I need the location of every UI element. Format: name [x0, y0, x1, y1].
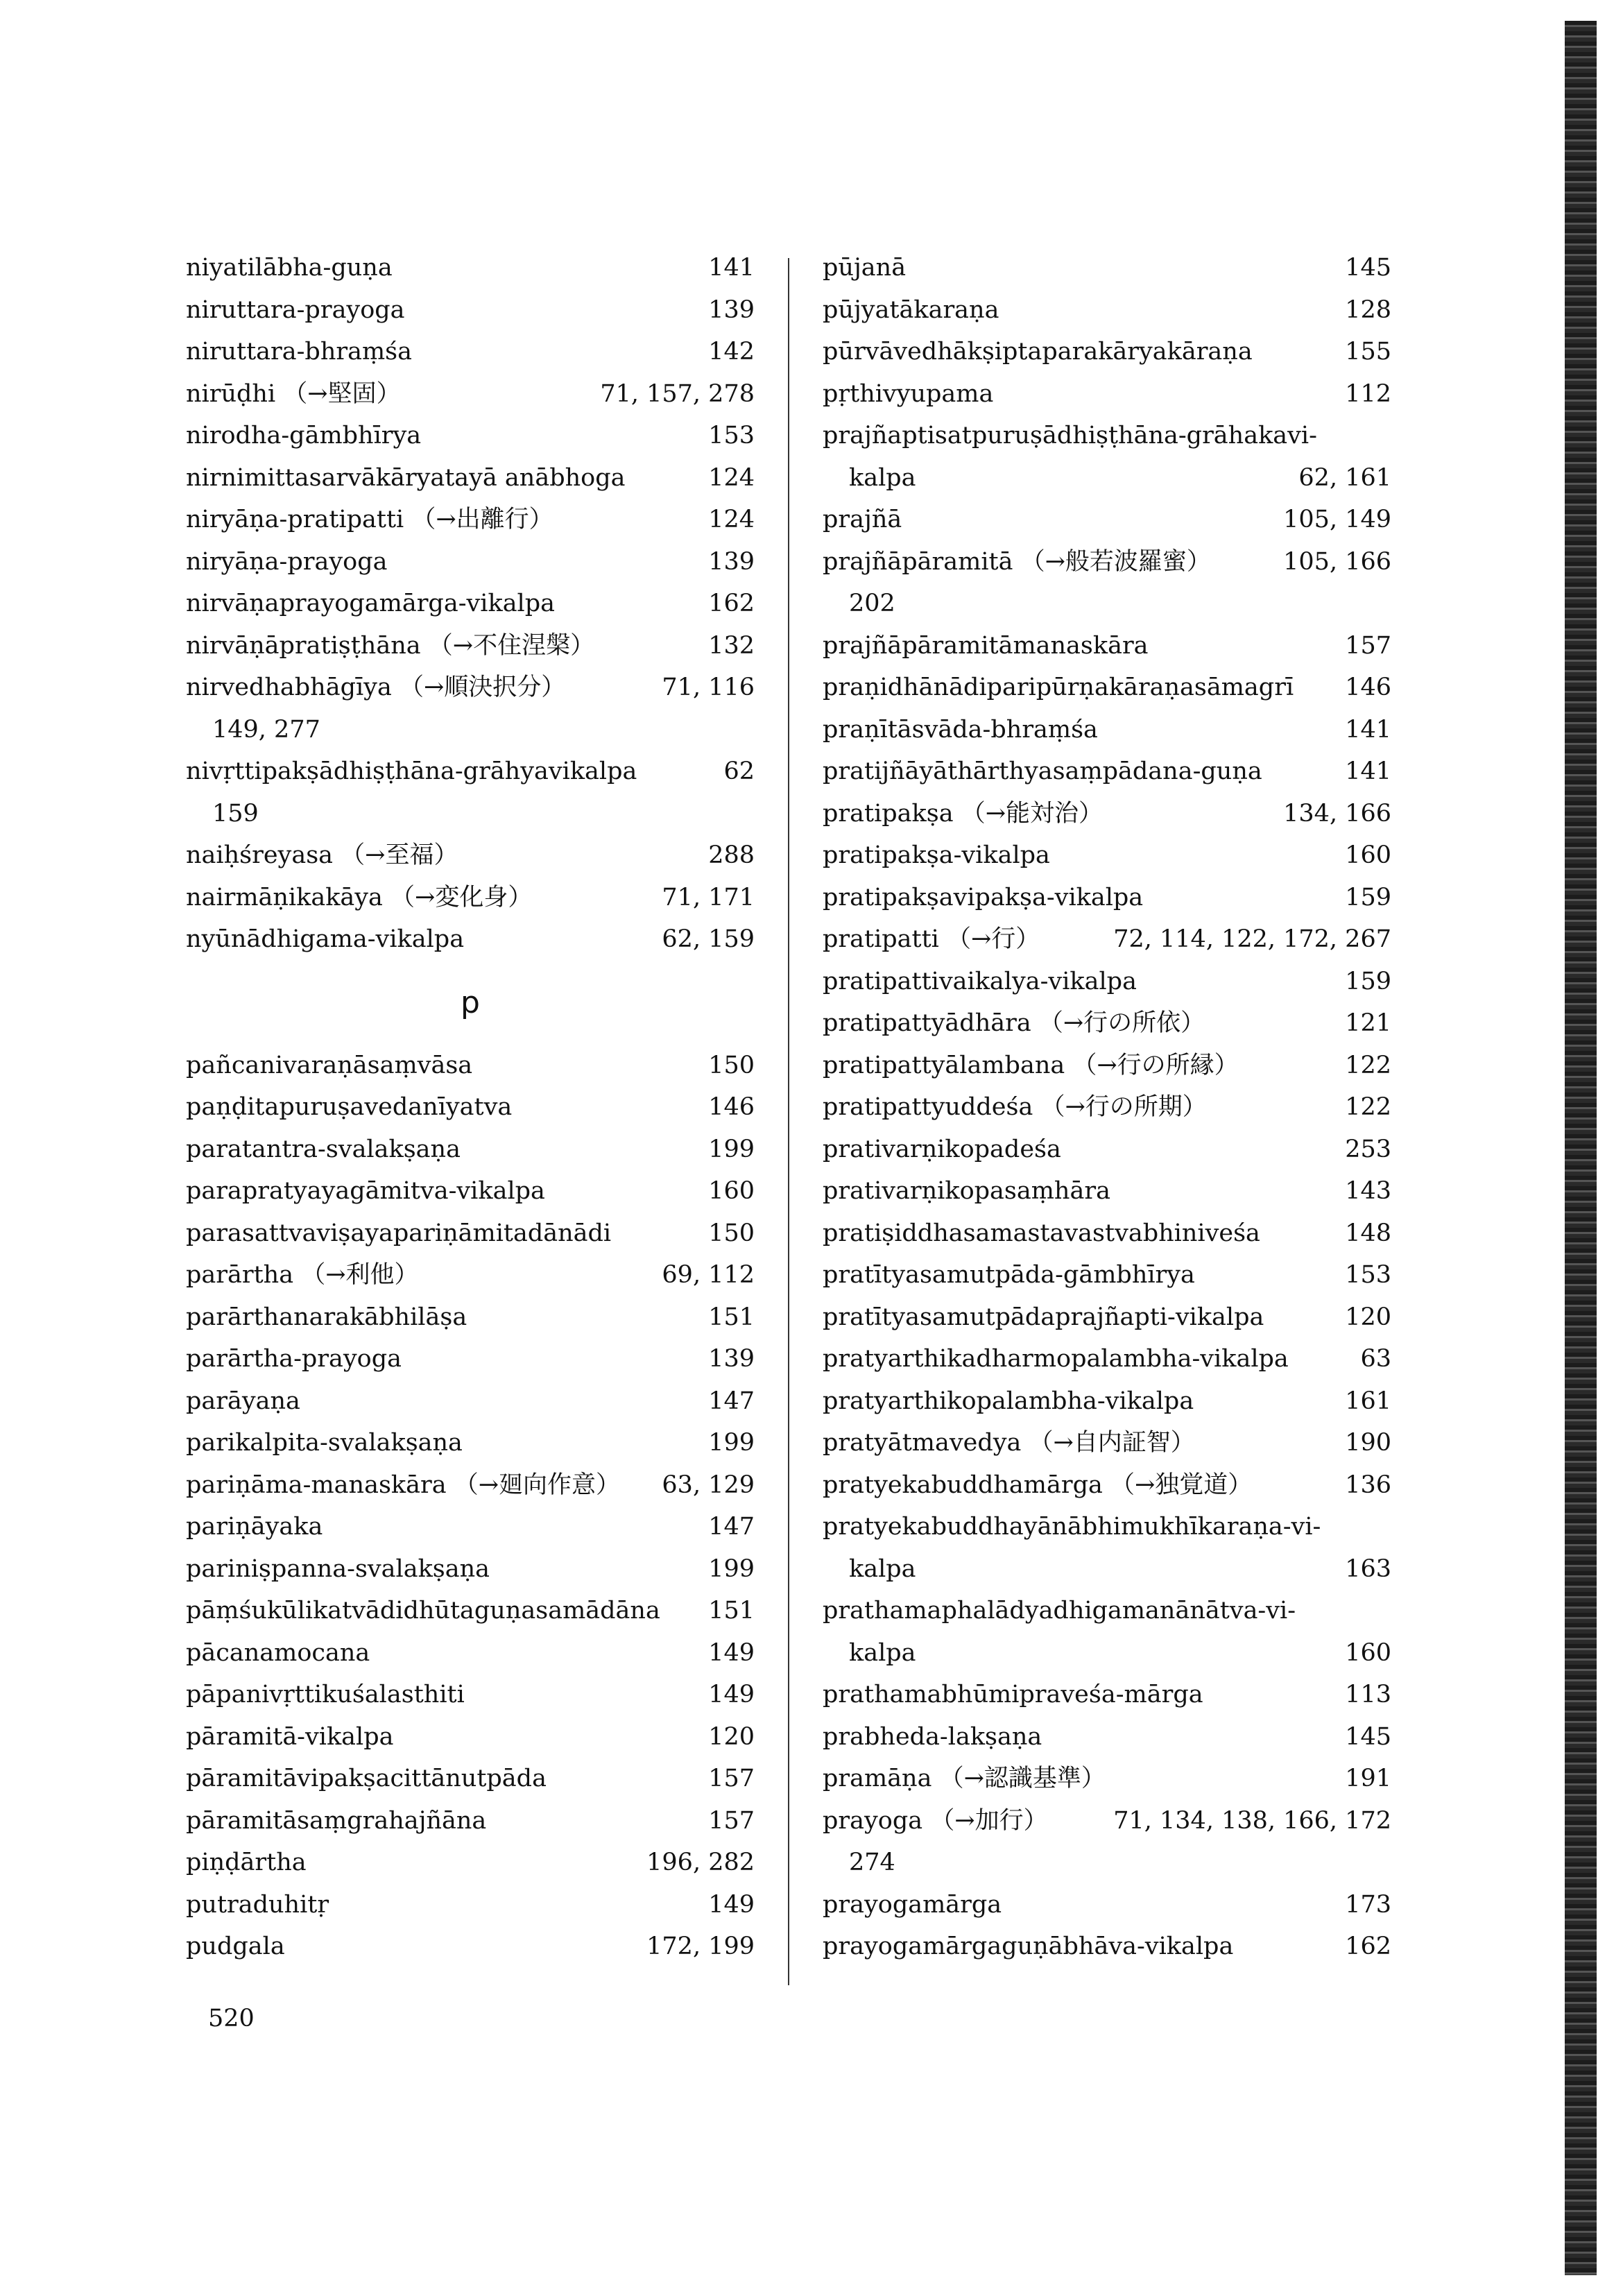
- index-term: parāyaṇa: [186, 1387, 300, 1415]
- index-entry: [823, 1758, 1391, 1800]
- index-page-refs: 120: [708, 1722, 755, 1751]
- index-page-refs: 159: [1345, 883, 1391, 911]
- index-page-refs: 112: [1345, 379, 1391, 408]
- index-entry-continuation: [823, 1632, 1391, 1674]
- index-page-refs: 139: [708, 1345, 755, 1373]
- index-entry: [186, 1590, 755, 1632]
- index-term: putraduhitṛ: [186, 1890, 329, 1919]
- index-term: prajñāpāramitā （→般若波羅蜜）: [823, 547, 1211, 576]
- index-page-refs: 157: [1345, 631, 1391, 660]
- index-term: pratipakṣavipakṣa-vikalpa: [823, 883, 1144, 911]
- index-term: nirvāṇāpratiṣṭhāna （→不住涅槃）: [186, 631, 595, 660]
- index-entry: [186, 751, 755, 793]
- index-page-refs: 151: [708, 1303, 755, 1331]
- index-term: 159: [212, 799, 259, 828]
- index-page-refs: 160: [708, 1177, 755, 1205]
- index-page-refs: 105, 166: [1283, 547, 1391, 576]
- index-entry: [823, 834, 1391, 877]
- index-term: pūjyatākaraṇa: [823, 295, 999, 324]
- index-entry: [823, 415, 1391, 457]
- index-entry: [823, 1129, 1391, 1171]
- index-entry: [186, 1045, 755, 1087]
- index-entry: [186, 1926, 755, 1968]
- index-term: prayogamārga: [823, 1890, 1002, 1919]
- index-entry: [186, 1506, 755, 1548]
- index-term: piṇḍārtha: [186, 1849, 307, 1876]
- index-entry: [186, 1884, 755, 1926]
- index-term: prathamaphalādyadhigamanānātva-vi-: [823, 1597, 1296, 1625]
- page-number: 520: [208, 2005, 255, 2032]
- index-page-refs: 71, 134, 138, 166, 172: [1113, 1806, 1391, 1835]
- index-term: pṛthivyupama: [823, 379, 994, 408]
- index-entry-continuation: [823, 1842, 1391, 1884]
- index-page-refs: 153: [1345, 1261, 1391, 1289]
- index-page-refs: 199: [708, 1135, 755, 1163]
- index-page-refs: 190: [1345, 1429, 1391, 1457]
- index-page-refs: 149: [708, 1638, 755, 1667]
- index-page-refs: 196, 282: [646, 1849, 755, 1876]
- index-term: 202: [849, 590, 895, 617]
- index-term: parārtha （→利他）: [186, 1261, 419, 1289]
- index-page-refs: 153: [708, 422, 755, 449]
- index-page-refs: 147: [708, 1513, 755, 1541]
- index-page-refs: 145: [1345, 254, 1391, 282]
- index-page-refs: 143: [1345, 1177, 1391, 1205]
- index-term: pāpanivṛttikuśalasthiti: [186, 1681, 465, 1708]
- index-entry: [186, 541, 755, 583]
- index-entry: [186, 1296, 755, 1339]
- index-term: parasattvaviṣayapariṇāmitadānādi: [186, 1219, 612, 1247]
- index-term: pratipakṣa-vikalpa: [823, 841, 1050, 869]
- index-term: pariṇāma-manaskāra （→廻向作意）: [186, 1471, 621, 1499]
- index-entry: [823, 1926, 1391, 1968]
- index-entry: [186, 289, 755, 332]
- index-page-refs: 151: [708, 1597, 755, 1625]
- index-term: niryāṇa-prayoga: [186, 547, 388, 576]
- index-page-refs: 132: [708, 631, 755, 660]
- index-entry: [823, 1674, 1391, 1716]
- index-page-refs: 62, 159: [662, 925, 755, 953]
- index-term: prativarṇikopadeśa: [823, 1135, 1061, 1163]
- index-term: pratyekabuddhayānābhimukhīkaraṇa-vi-: [823, 1513, 1321, 1541]
- index-term: pratyarthikadharmopalambha-vikalpa: [823, 1345, 1289, 1373]
- index-term: pūjanā: [823, 254, 907, 282]
- index-page-refs: 199: [708, 1554, 755, 1583]
- index-entry: [823, 1716, 1391, 1758]
- index-entry: [186, 877, 755, 919]
- index-term: pāramitā-vikalpa: [186, 1722, 394, 1751]
- index-page-refs: 155: [1345, 338, 1391, 366]
- index-page-refs: 122: [1345, 1093, 1391, 1121]
- index-entry: [186, 1548, 755, 1591]
- column-divider: [788, 258, 789, 1985]
- index-page-refs: 253: [1345, 1135, 1391, 1163]
- index-term: pratipattyuddeśa （→行の所期）: [823, 1093, 1207, 1121]
- index-page-refs: 142: [708, 338, 755, 366]
- index-term: pratipattivaikalya-vikalpa: [823, 967, 1137, 995]
- index-entry: [186, 1129, 755, 1171]
- index-term: pariṇāyaka: [186, 1513, 323, 1541]
- index-entry: [823, 918, 1391, 961]
- index-page-refs: 146: [1345, 674, 1391, 701]
- index-term: pudgala: [186, 1933, 285, 1960]
- index-term: pañcanivaraṇāsaṃvāsa: [186, 1051, 473, 1079]
- index-page-refs: 72, 114, 122, 172, 267: [1113, 925, 1391, 953]
- index-entry: [186, 415, 755, 457]
- index-entry: [186, 373, 755, 415]
- index-term: parikalpita-svalakṣaṇa: [186, 1429, 463, 1457]
- index-term: nyūnādhigama-vikalpa: [186, 925, 465, 953]
- index-term: pratyekabuddhamārga （→独覚道）: [823, 1471, 1253, 1499]
- index-term: niruttara-bhraṃśa: [186, 338, 412, 366]
- index-page-refs: 173: [1345, 1890, 1391, 1919]
- index-page-refs: 162: [708, 590, 755, 617]
- index-entry: [186, 1170, 755, 1213]
- index-entry: [823, 1800, 1391, 1842]
- index-entry: [186, 1254, 755, 1296]
- index-term: parārtha-prayoga: [186, 1345, 402, 1373]
- index-page-refs: 134, 166: [1283, 799, 1391, 828]
- index-page-refs: 163: [1345, 1554, 1391, 1583]
- index-page-refs: 191: [1345, 1765, 1391, 1792]
- index-page-refs: 141: [1345, 757, 1391, 785]
- index-page-refs: 124: [708, 463, 755, 492]
- index-entry-continuation: [823, 1548, 1391, 1591]
- index-page-refs: 71, 116: [662, 674, 755, 701]
- index-page-refs: 141: [1345, 715, 1391, 744]
- index-entry-continuation: [823, 457, 1391, 499]
- index-entry: [823, 331, 1391, 373]
- index-term: pratītyasamutpādaprajñapti-vikalpa: [823, 1303, 1264, 1331]
- index-term: pratiṣiddhasamastavastvabhiniveśa: [823, 1219, 1260, 1247]
- index-page-refs: 149: [708, 1890, 755, 1919]
- index-entry: [823, 373, 1391, 415]
- index-term: pratipakṣa （→能対治）: [823, 799, 1104, 828]
- index-entry: [186, 457, 755, 499]
- index-term: prabheda-lakṣaṇa: [823, 1722, 1042, 1751]
- index-page-refs: 105, 149: [1283, 506, 1391, 533]
- index-entry: [186, 1086, 755, 1129]
- index-term: naiḥśreyasa （→至福）: [186, 841, 458, 869]
- index-page-refs: 124: [708, 506, 755, 533]
- index-page-refs: 139: [708, 295, 755, 324]
- index-term: pratipattyādhāra （→行の所依）: [823, 1009, 1205, 1037]
- index-page-refs: 139: [708, 547, 755, 576]
- index-entry: [186, 1380, 755, 1423]
- index-term: prajñā: [823, 506, 902, 533]
- index-page-refs: 63: [1360, 1345, 1391, 1373]
- index-entry: [186, 834, 755, 877]
- index-entry: [186, 331, 755, 373]
- index-term: pramāṇa （→認識基準）: [823, 1765, 1106, 1792]
- index-page-refs: 136: [1345, 1471, 1391, 1499]
- index-page-refs: 160: [1345, 841, 1391, 869]
- index-page-refs: 157: [708, 1765, 755, 1792]
- index-entry: [823, 625, 1391, 667]
- scan-edge-shadow: [1565, 21, 1597, 2275]
- index-entry: [823, 793, 1391, 835]
- index-entry: [823, 541, 1391, 583]
- index-entry: [823, 1422, 1391, 1464]
- index-page-refs: 63, 129: [662, 1471, 755, 1499]
- index-term: pūrvāvedhākṣiptaparakāryakāraṇa: [823, 338, 1253, 366]
- index-term: pāramitāsaṃgrahajñāna: [186, 1806, 487, 1835]
- index-entry: [823, 751, 1391, 793]
- index-entry: [823, 961, 1391, 1003]
- index-entry: [186, 667, 755, 709]
- section-letter-heading: p: [461, 984, 480, 1020]
- index-entry: [186, 499, 755, 541]
- index-entry: [186, 247, 755, 289]
- index-page-refs: 121: [1345, 1009, 1391, 1037]
- index-column-left: [186, 247, 755, 1968]
- index-entry: [823, 877, 1391, 919]
- index-entry: [186, 1632, 755, 1674]
- index-entry: [186, 1674, 755, 1716]
- index-term: prayogamārgaguṇābhāva-vikalpa: [823, 1933, 1234, 1960]
- index-page-refs: 141: [708, 254, 755, 282]
- index-entry: [186, 1758, 755, 1800]
- index-term: paratantra-svalakṣaṇa: [186, 1135, 461, 1163]
- index-page-refs: 288: [708, 841, 755, 869]
- index-page-refs: 172, 199: [646, 1933, 755, 1960]
- index-page-refs: 150: [708, 1051, 755, 1079]
- index-term: pratyarthikopalambha-vikalpa: [823, 1387, 1194, 1415]
- index-entry: [823, 499, 1391, 541]
- index-page-refs: 120: [1345, 1303, 1391, 1331]
- index-entry: [823, 667, 1391, 709]
- index-term: niruttara-prayoga: [186, 295, 405, 324]
- index-page-refs: 71, 157, 278: [600, 379, 755, 408]
- index-term: kalpa: [849, 1554, 916, 1583]
- index-term: nirnimittasarvākāryatayā anābhoga: [186, 463, 626, 492]
- index-page-refs: 161: [1345, 1387, 1391, 1415]
- index-term: nivṛttipakṣādhiṣṭhāna-grāhyavikalpa: [186, 757, 637, 785]
- index-entry: [186, 1464, 755, 1507]
- index-entry: [823, 1002, 1391, 1045]
- index-term: paṇḍitapuruṣavedanīyatva: [186, 1093, 513, 1121]
- index-term: 274: [849, 1849, 895, 1876]
- index-page-refs: 122: [1345, 1051, 1391, 1079]
- index-entry: [186, 1716, 755, 1758]
- index-entry: [823, 1296, 1391, 1339]
- index-entry: [823, 1045, 1391, 1087]
- index-term: pratyātmavedya （→自内証智）: [823, 1429, 1195, 1457]
- index-entry-continuation: [186, 709, 755, 751]
- index-page-refs: 145: [1345, 1722, 1391, 1751]
- index-entry: [186, 1338, 755, 1380]
- index-entry: [823, 1086, 1391, 1129]
- index-term: nirodha-gāmbhīrya: [186, 422, 422, 449]
- index-term: prayoga （→加行）: [823, 1806, 1048, 1835]
- index-term: kalpa: [849, 463, 916, 492]
- index-page-refs: 62, 161: [1298, 463, 1391, 492]
- index-term: prativarṇikopasaṃhāra: [823, 1177, 1110, 1205]
- index-entry: [186, 1842, 755, 1884]
- index-term: pratipatti （→行）: [823, 925, 1040, 953]
- index-entry: [823, 247, 1391, 289]
- index-term: niyatilābha-guṇa: [186, 254, 393, 282]
- index-page-refs: 69, 112: [662, 1261, 755, 1289]
- index-entry: [186, 1800, 755, 1842]
- index-term: nirūḍhi （→堅固）: [186, 379, 401, 408]
- index-entry: [823, 1884, 1391, 1926]
- index-entry: [186, 1422, 755, 1464]
- index-term: parārthanarakābhilāṣa: [186, 1303, 467, 1331]
- index-entry: [823, 1170, 1391, 1213]
- index-page-refs: 199: [708, 1429, 755, 1457]
- index-term: prajñāpāramitāmanaskāra: [823, 631, 1149, 660]
- index-term: praṇītāsvāda-bhraṃśa: [823, 715, 1098, 744]
- index-term: praṇidhānādiparipūrṇakāraṇasāmagrī: [823, 674, 1294, 701]
- index-entry: [823, 289, 1391, 332]
- index-page-refs: 162: [1345, 1933, 1391, 1960]
- index-page-refs: 113: [1345, 1681, 1391, 1708]
- index-term: pāramitāvipakṣacittānutpāda: [186, 1765, 547, 1792]
- index-page-refs: 160: [1345, 1638, 1391, 1667]
- index-entry: [823, 1338, 1391, 1380]
- index-page-refs: 147: [708, 1387, 755, 1415]
- index-term: pratijñāyāthārthyasaṃpādana-guṇa: [823, 757, 1262, 785]
- index-entry: [186, 1213, 755, 1255]
- index-entry-continuation: [823, 583, 1391, 625]
- index-entry: [823, 1213, 1391, 1255]
- index-term: pāṃśukūlikatvādidhūtaguṇasamādāna: [186, 1597, 660, 1625]
- index-column-right: [823, 247, 1391, 1968]
- index-entry: [186, 918, 755, 961]
- index-page-refs: 128: [1345, 295, 1391, 324]
- index-term: prajñaptisatpuruṣādhiṣṭhāna-grāhakavi-: [823, 422, 1317, 449]
- index-entry: [823, 709, 1391, 751]
- index-entry-continuation: [186, 793, 755, 835]
- index-entry: [186, 583, 755, 625]
- index-entry: [823, 1380, 1391, 1423]
- index-term: nairmāṇikakāya （→変化身）: [186, 883, 533, 911]
- index-page-refs: 157: [708, 1806, 755, 1835]
- index-term: pācanamocana: [186, 1638, 370, 1667]
- index-term: nirvedhabhāgīya （→順決択分）: [186, 674, 566, 701]
- index-entry: [823, 1590, 1391, 1632]
- index-page-refs: 148: [1345, 1219, 1391, 1247]
- index-term: parapratyayagāmitva-vikalpa: [186, 1177, 545, 1205]
- index-page-refs: 149: [708, 1681, 755, 1708]
- index-term: pratipattyālambana （→行の所縁）: [823, 1051, 1239, 1079]
- index-term: pratītyasamutpāda-gāmbhīrya: [823, 1261, 1195, 1289]
- index-entry: [823, 1254, 1391, 1296]
- index-entry: [823, 1506, 1391, 1548]
- index-term: prathamabhūmipraveśa-mārga: [823, 1681, 1203, 1708]
- index-term: nirvāṇaprayogamārga-vikalpa: [186, 590, 556, 617]
- index-term: 149, 277: [212, 715, 320, 744]
- index-page-refs: 62: [723, 757, 755, 785]
- index-entry: [823, 1464, 1391, 1507]
- index-page-refs: 71, 171: [662, 883, 755, 911]
- index-page-refs: 146: [708, 1093, 755, 1121]
- index-term: niryāṇa-pratipatti （→出離行）: [186, 506, 553, 533]
- index-page-refs: 150: [708, 1219, 755, 1247]
- index-term: kalpa: [849, 1638, 916, 1667]
- index-term: pariniṣpanna-svalakṣaṇa: [186, 1554, 490, 1583]
- index-entry: [186, 625, 755, 667]
- index-page-refs: 159: [1345, 967, 1391, 995]
